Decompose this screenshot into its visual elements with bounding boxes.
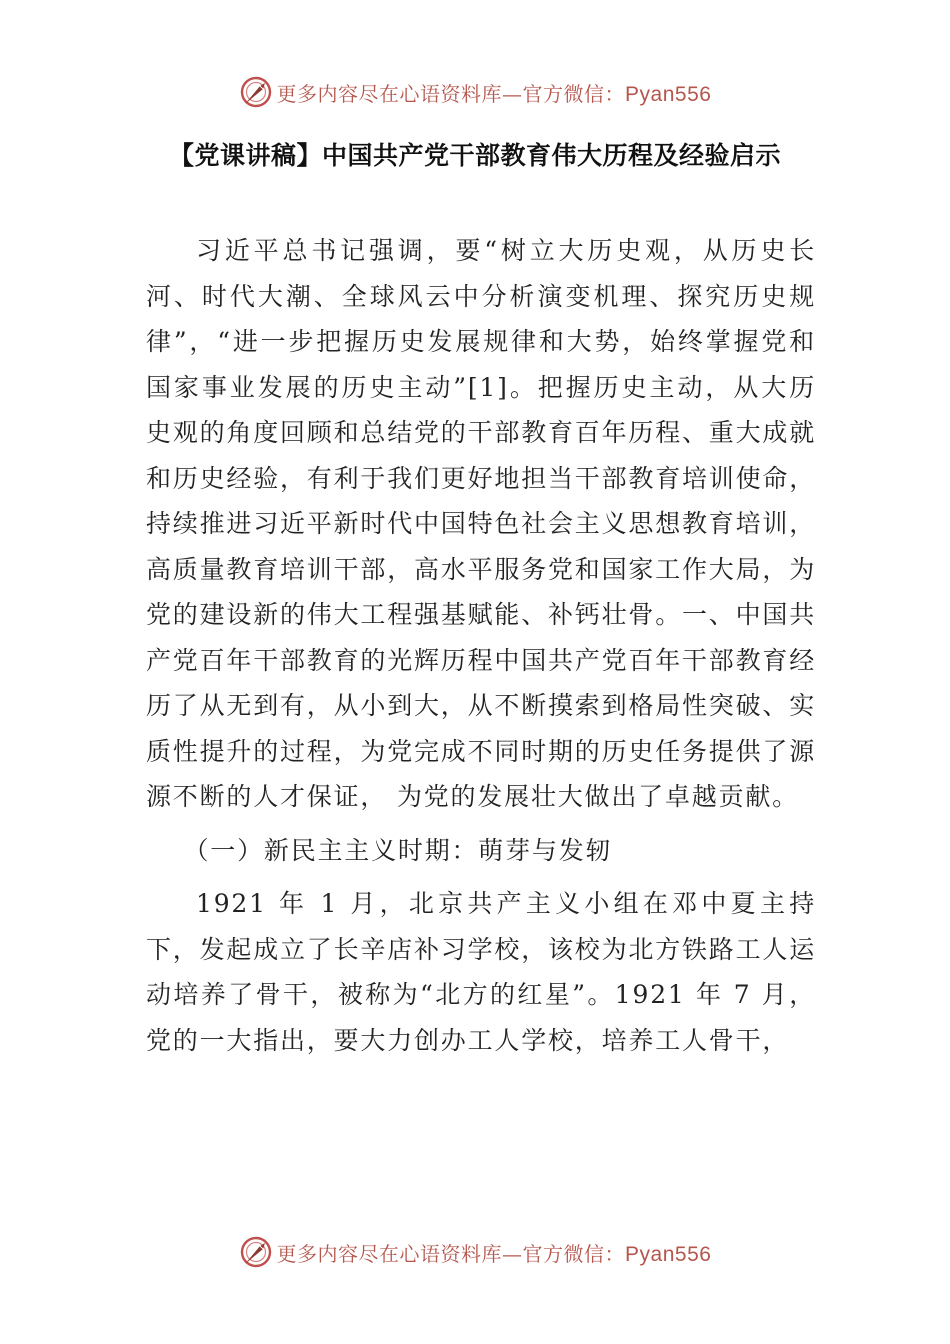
paragraph-1921: 1921 年 1 月，北京共产主义小组在邓中夏主持下，发起成立了长辛店补习学校，该校为北方铁路工人运动培养了骨干，被称为“北方的红星”。1921 年 7 月，党的一大指出，要大力创办工人学校，培养工人骨干， <box>146 889 817 1055</box>
pen-nib-logo-icon <box>239 75 273 109</box>
paragraph-intro: 习近平总书记强调，要“树立大历史观，从历史长河、时代大潮、全球风云中分析演变机理、探究历史规律”，“进一步把握历史发展规律和大势，始终掌握党和国家事业发展的历史主动”[1]。把握历史主动，从大历史观的角度回顾和总结党的干部教育百年历程、重大成就和历史经验，有利于我们更好地担当干部教育培训使命，持续推进习近平新时代中国特色社会主义思想教育培训，高质量教育培训干部，高水平服务党和国家工作大局，为党的建设新的伟大工程强基赋能、补钙壮骨。一、中国共产党百年干部教育的光辉历程中国共产党百年干部教育经历了从无到有，从小到大，从不断摸索到格局性突破、实质性提升的过程，为党完成不同时期的历史任务提供了源源不断的人才保证， 为党的发展壮大做出了卓越贡献。 <box>146 236 817 811</box>
watermark-text: 更多内容尽在心语资料库—官方微信：Pyan556 <box>276 81 712 106</box>
wechat-id: Pyan556 <box>625 82 712 106</box>
pen-nib-logo-icon <box>239 1235 273 1269</box>
document-body <box>146 228 816 1063</box>
document-title: 【党课讲稿】中国共产党干部教育伟大历程及经验启示 <box>168 141 781 170</box>
wechat-id: Pyan556 <box>625 1242 712 1266</box>
footer-watermark <box>0 1232 950 1272</box>
header-watermark <box>0 72 950 112</box>
section-heading: （一）新民主主义时期：萌芽与发轫 <box>183 835 613 865</box>
watermark-text: 更多内容尽在心语资料库—官方微信：Pyan556 <box>276 1241 712 1266</box>
